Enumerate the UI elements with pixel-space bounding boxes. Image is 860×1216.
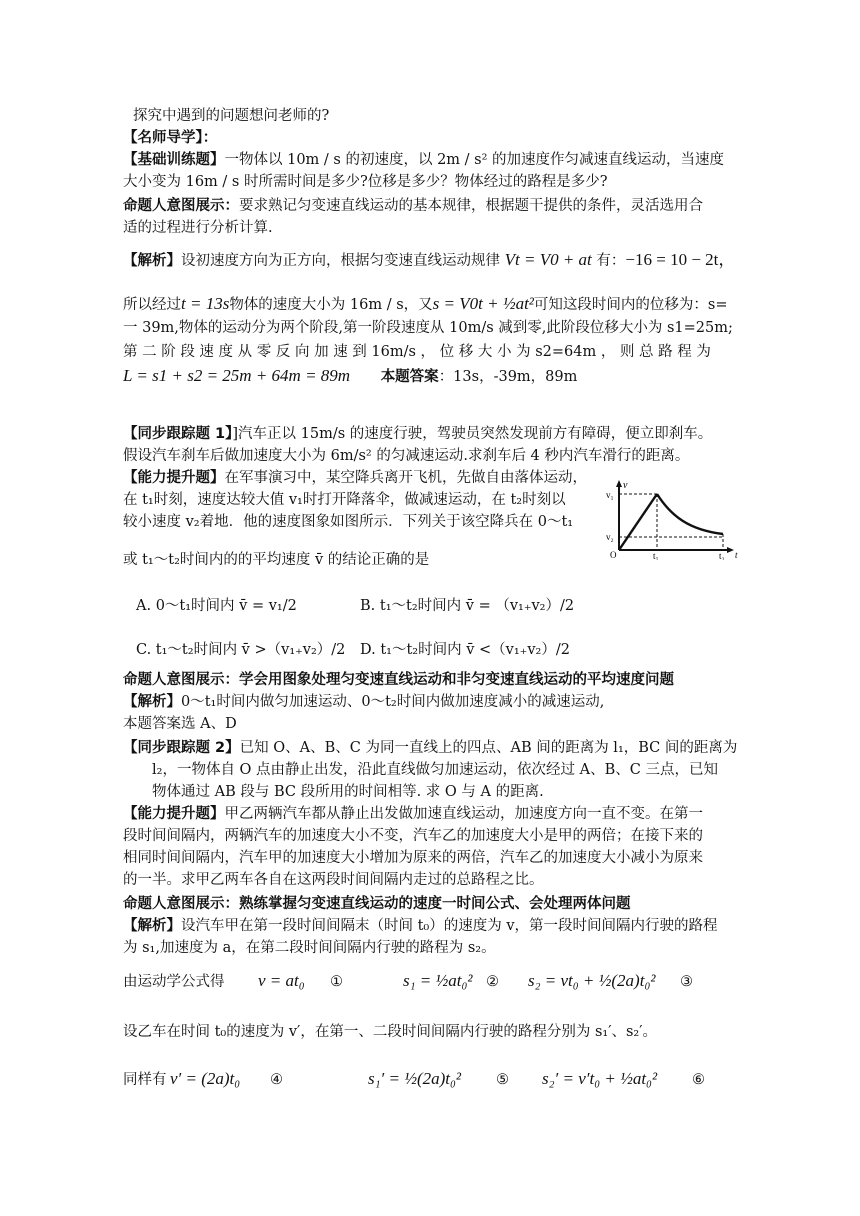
question-basic	[123, 150, 724, 170]
analysis-text: 设汽车甲在第一段时间间隔末（时间 t₀）的速度为 v，第一段时间间隔内行驶的路程	[181, 918, 718, 934]
text-line: 相同时间间隔内，汽车甲的加速度大小增加为原来的两倍，汽车乙的加速度大小减小为原来	[123, 850, 703, 866]
equation-5: s₁′ = ½(2a)t₀²	[368, 1069, 462, 1088]
analysis-line	[123, 692, 604, 712]
analysis-line	[123, 250, 735, 271]
intent-text: 要求熟记匀变速直线运动的基本规律，根据题干提供的条件，灵活选用合	[239, 198, 703, 214]
text-line: 或 t₁～t₂时间内的的平均速度 v̄ 的结论正确的是	[123, 552, 430, 568]
question-tag: 【能力提升题】	[123, 470, 225, 486]
text-line: 适的过程进行分析计算.	[123, 220, 273, 236]
answer-tag: 本题答案	[380, 369, 439, 385]
text-line: 在 t₁时刻，速度达较大值 v₁时打开降落伞，做减速运动，在 t₂时刻以	[123, 492, 566, 508]
question-ability1	[123, 468, 587, 488]
text-fragment: 由运动学公式得	[123, 974, 225, 990]
formula-equation: −16 = 10 − 2t，	[625, 250, 736, 269]
analysis-tag: 【解析】	[123, 253, 181, 269]
formula-path: L = s1 + s2 = 25m + 64m = 89m	[123, 366, 351, 385]
question-ability2	[123, 804, 703, 824]
text-line: 物体通过 AB 段与 BC 段所用的时间相等. 求 O 与 A 的距离.	[152, 784, 544, 800]
text-line: 的一半。求甲乙两车各自在这两段时间间隔内走过的总路程之比。	[123, 872, 544, 888]
label-origin: O	[610, 550, 617, 560]
analysis-text: 设初速度方向为正方向，根据匀变速直线运动规律	[181, 253, 500, 269]
option-c: C. t₁～t₂时间内 v̄ >（v₁₊v₂）/2	[136, 642, 346, 658]
option-b: B. t₁～t₂时间内 v̄ = （v₁₊v₂）/2	[360, 598, 575, 614]
answer-line: 本题答案选 A、D	[123, 716, 237, 732]
velocity-time-graph	[603, 478, 745, 560]
text-line: 段时间间隔内，两辆汽车的加速度大小不变，汽车乙的加速度大小是甲的两倍；在接下来的	[123, 828, 703, 844]
equation-number: ⑤	[496, 1072, 509, 1088]
text-line: 设乙车在时间 t₀的速度为 v′，在第一、二段时间间隔内行驶的路程分别为 s₁′、s₂′。	[123, 1024, 658, 1040]
question-tag: 【能力提升题】	[123, 806, 225, 822]
label-v2: v₂	[606, 532, 614, 542]
analysis-line-2	[123, 294, 728, 315]
equation-number: ③	[680, 974, 693, 990]
answer-text: ：13s，-39m，89m	[438, 369, 578, 385]
text-line: l₂，一物体自 O 点由静止出发，沿此直线做匀加速运动，依次经过 A、B、C 三点，已知	[152, 762, 718, 778]
equation-2: s₁ = ½at₀²	[403, 971, 473, 990]
text-fragment: 同样有	[123, 1072, 167, 1088]
answer-line	[123, 366, 577, 387]
axis-label-v: v	[623, 480, 628, 491]
equation-4: v′ = (2a)t₀	[170, 1069, 241, 1088]
equation-number: ①	[330, 974, 343, 990]
formula-velocity: Vt = V0 + at	[504, 250, 592, 269]
intent-line: 命题人意图展示：学会用图象处理匀变速直线运动和非匀变速直线运动的平均速度问题	[123, 672, 674, 688]
text-line: 第 二 阶 段 速 度 从 零 反 向 加 速 到 16m/s ， 位 移 大 小 为 s2=64m ， 则 总 路 程 为	[123, 344, 711, 360]
question-tag: 【同步跟踪题 1】	[123, 426, 233, 442]
text-fragment: 所以经过	[123, 297, 181, 313]
question-text: ]汽车正以 15m/s 的速度行驶，驾驶员突然发现前方有障碍，便立即刹车。	[232, 426, 713, 442]
equation-6: s₂′ = v′t₀ + ½at₀²	[542, 1069, 658, 1088]
equation-1: v = at₀	[258, 971, 305, 990]
equation-3: s₂ = vt₀ + ½(2a)t₀²	[528, 971, 656, 990]
text-fragment: 物体的速度大小为 16m / s，又	[229, 297, 433, 313]
formula-time: t = 13s	[181, 294, 230, 313]
text-line: 为 s₁,加速度为 a，在第二段时间间隔内行驶的路程为 s₂。	[123, 940, 496, 956]
formula-displacement: s = V0t + ½at²	[432, 294, 534, 313]
intent-tag: 命题人意图展示：	[123, 198, 239, 214]
text-fragment: 有：	[596, 253, 626, 269]
question-text: 一物体以 10m / s 的初速度，以 2m / s² 的加速度作匀减速直线运动，当速度	[224, 152, 725, 168]
question-tag: 【基础训练题】	[123, 152, 225, 168]
question-text: 在军事演习中，某空降兵离开飞机，先做自由落体运动，	[224, 470, 587, 486]
question-tag: 【同步跟踪题 2】	[123, 740, 240, 756]
option-a: A. 0～t₁时间内 v̄ = v₁/2	[136, 598, 297, 614]
text-fragment: 可知这段时间内的位移为：s=	[533, 297, 728, 313]
section-heading: 【名师导学】：	[123, 130, 218, 146]
label-v1: v₁	[606, 490, 614, 500]
option-d: D. t₁～t₂时间内 v̄ <（v₁₊v₂）/2	[360, 642, 570, 658]
question-text: 甲乙两辆汽车都从静止出发做加速直线运动，加速度方向一直不变。在第一	[224, 806, 703, 822]
axis-label-t: t	[735, 550, 738, 560]
analysis-tag: 【解析】	[123, 694, 181, 710]
equation-number: ⑥	[692, 1072, 705, 1088]
question-follow2	[123, 738, 737, 758]
analysis-line	[123, 916, 718, 936]
question-follow1	[123, 424, 712, 444]
equation-number: ④	[270, 1072, 283, 1088]
text-line: 一 39m,物体的运动分为两个阶段,第一阶段速度从 10m/s 减到零,此阶段位移大小为 s1=25m;	[123, 320, 733, 336]
text-line: 探究中遇到的问题想问老师的?	[133, 108, 330, 124]
label-t1: t₁	[653, 551, 659, 560]
analysis-text: 0～t₁时间内做匀加速运动、0～t₂时间内做加速度减小的减速运动,	[181, 694, 605, 710]
label-t2: t₂	[719, 551, 725, 560]
equation-number: ②	[486, 974, 499, 990]
text-line: 假设汽车刹车后做加速度大小为 6m/s² 的匀减速运动.求刹车后 4 秒内汽车滑行的距离。	[123, 448, 690, 464]
question-text: 已知 O、A、B、C 为同一直线上的四点、AB 间的距离为 l₁，BC 间的距离为	[239, 740, 738, 756]
text-line: 较小速度 v₂着地．他的速度图象如图所示．下列关于该空降兵在 0～t₁	[123, 514, 574, 530]
intent-line: 命题人意图展示：熟练掌握匀变速直线运动的速度一时间公式、会处理两体问题	[123, 896, 631, 912]
analysis-tag: 【解析】	[123, 918, 181, 934]
intent-line	[123, 196, 703, 216]
text-line: 大小变为 16m / s 时所需时间是多少?位移是多少？物体经过的路程是多少?	[123, 174, 608, 190]
